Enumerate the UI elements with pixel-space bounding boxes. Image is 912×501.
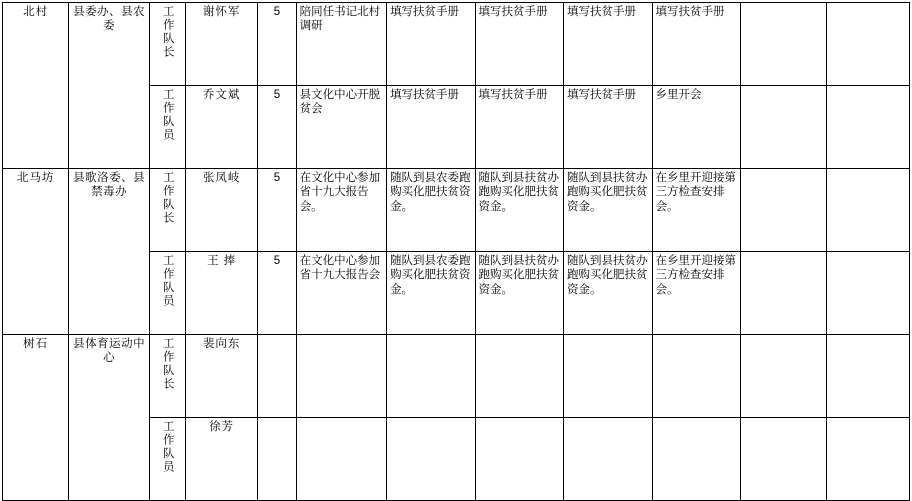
days-cell: 5 (258, 169, 296, 252)
task-cell (475, 418, 563, 501)
task-cell: 填写扶贫手册 (387, 3, 475, 86)
unit-cell: 县体育运动中心 (69, 335, 149, 501)
task-cell: 填写扶贫手册 (475, 3, 563, 86)
village-cell: 北马坊 (3, 169, 69, 335)
person-name-cell: 徐芳 (185, 418, 257, 501)
table-row (3, 169, 910, 252)
role-label: 工作队长 (161, 337, 174, 391)
task-cell: 填写扶贫手册 (387, 86, 475, 169)
task-cell (387, 418, 475, 501)
task-cell: 在乡里开迎接第三方检查安排会。 (652, 169, 740, 252)
person-name-cell: 乔文斌 (185, 86, 257, 169)
duty-log-table (2, 2, 910, 501)
task-cell (827, 86, 910, 169)
task-cell: 填写扶贫手册 (564, 86, 652, 169)
role-cell (149, 252, 185, 335)
role-cell (149, 86, 185, 169)
days-cell (258, 335, 296, 418)
task-cell: 乡里开会 (652, 86, 740, 169)
role-cell (149, 3, 185, 86)
table-row (3, 335, 910, 418)
task-cell: 在文化中心参加省十九大报告会。 (296, 169, 386, 252)
role-label: 工作队员 (161, 420, 174, 474)
task-cell (741, 418, 827, 501)
task-cell (741, 335, 827, 418)
task-cell: 随队到县扶贫办跑购买化肥扶贫资金。 (475, 252, 563, 335)
days-cell: 5 (258, 3, 296, 86)
days-cell: 5 (258, 86, 296, 169)
days-cell (258, 418, 296, 501)
role-cell (149, 335, 185, 418)
task-cell (475, 335, 563, 418)
village-cell: 北村 (3, 3, 69, 169)
days-cell: 5 (258, 252, 296, 335)
task-cell (827, 335, 910, 418)
village-cell: 树石 (3, 335, 69, 501)
task-cell: 在乡里开迎接第三方检查安排会。 (652, 252, 740, 335)
task-cell (296, 418, 386, 501)
worksheet-page (0, 2, 912, 479)
task-cell (827, 169, 910, 252)
task-cell (564, 418, 652, 501)
task-cell: 随队到县扶贫办跑购买化肥扶贫资金。 (564, 252, 652, 335)
task-cell: 填写扶贫手册 (564, 3, 652, 86)
task-cell: 填写扶贫手册 (475, 86, 563, 169)
task-cell: 随队到县农委跑购买化肥扶贫资金。 (387, 169, 475, 252)
role-label: 工作队员 (161, 254, 174, 308)
role-cell (149, 418, 185, 501)
table-row (3, 3, 910, 86)
person-name-cell: 王 捧 (185, 252, 257, 335)
task-cell: 县文化中心开脱贫会 (296, 86, 386, 169)
person-name-cell: 张凤岐 (185, 169, 257, 252)
task-cell (827, 3, 910, 86)
task-cell (741, 252, 827, 335)
task-cell (741, 169, 827, 252)
role-label: 工作队长 (161, 171, 174, 225)
task-cell: 随队到县扶贫办跑购买化肥扶贫资金。 (475, 169, 563, 252)
task-cell: 随队到县农委跑购买化肥扶贫资金。 (387, 252, 475, 335)
task-cell: 陪同任书记北村调研 (296, 3, 386, 86)
role-label: 工作队长 (161, 5, 174, 59)
task-cell (296, 335, 386, 418)
person-name-cell: 谢怀军 (185, 3, 257, 86)
task-cell (827, 418, 910, 501)
person-name-cell: 裴向东 (185, 335, 257, 418)
role-cell (149, 169, 185, 252)
unit-cell: 县歌洛委、县禁毒办 (69, 169, 149, 335)
task-cell (652, 418, 740, 501)
task-cell (652, 335, 740, 418)
task-cell: 随队到县扶贫办跑购买化肥扶贫资金。 (564, 169, 652, 252)
task-cell (827, 252, 910, 335)
unit-cell: 县委办、县农委 (69, 3, 149, 169)
task-cell (564, 335, 652, 418)
task-cell (387, 335, 475, 418)
task-cell (741, 86, 827, 169)
role-label: 工作队员 (161, 88, 174, 142)
task-cell: 在文化中心参加省十九大报告会 (296, 252, 386, 335)
task-cell (741, 3, 827, 86)
task-cell: 填写扶贫手册 (652, 3, 740, 86)
